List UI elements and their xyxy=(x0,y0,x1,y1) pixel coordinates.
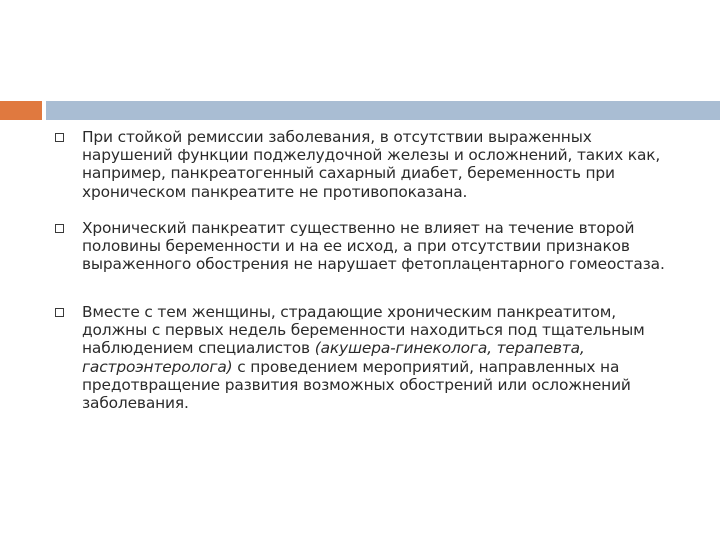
bullet-text-3 xyxy=(82,303,684,412)
bullet-item-1 xyxy=(54,128,684,219)
bullet-item-3 xyxy=(54,303,684,412)
bullet-text-3-part-1: Вместе с тем женщины, страдающие хроническим панкреатитом, должны с первых недель беременности находиться под тщательным наблюдением специалистов xyxy=(82,303,645,358)
bullet-text-1: При стойкой ремиссии заболевания, в отсутствии выраженных нарушений функции поджелудочной железы и осложнений, таких как, например, панкреатогенный сахарный диабет, беременность при хроническом панкреатите не противопоказана. xyxy=(82,128,661,201)
accent-bar-orange xyxy=(0,101,42,120)
bullet-item-2 xyxy=(54,219,684,303)
bullet-square-icon xyxy=(55,224,64,233)
bullet-text-2: Хронический панкреатит существенно не влияет на течение второй половины беременности и на ее исход, а при отсутствии признаков выраженного обострения не нарушает фетоплацентарного гомеостаза. xyxy=(82,219,665,274)
bullet-text-3-specialists: (акушера-гинеколога, терапевта, гастроэнтеролога) xyxy=(82,339,585,376)
accent-bar-blue xyxy=(46,101,720,120)
bullet-list xyxy=(54,128,684,412)
bullet-square-icon xyxy=(55,308,64,317)
bullet-square-icon xyxy=(55,133,64,142)
bullet-text-3-part-2: с проведением мероприятий, направленных на предотвращение развития возможных обострений или осложнений заболевания. xyxy=(82,357,631,413)
